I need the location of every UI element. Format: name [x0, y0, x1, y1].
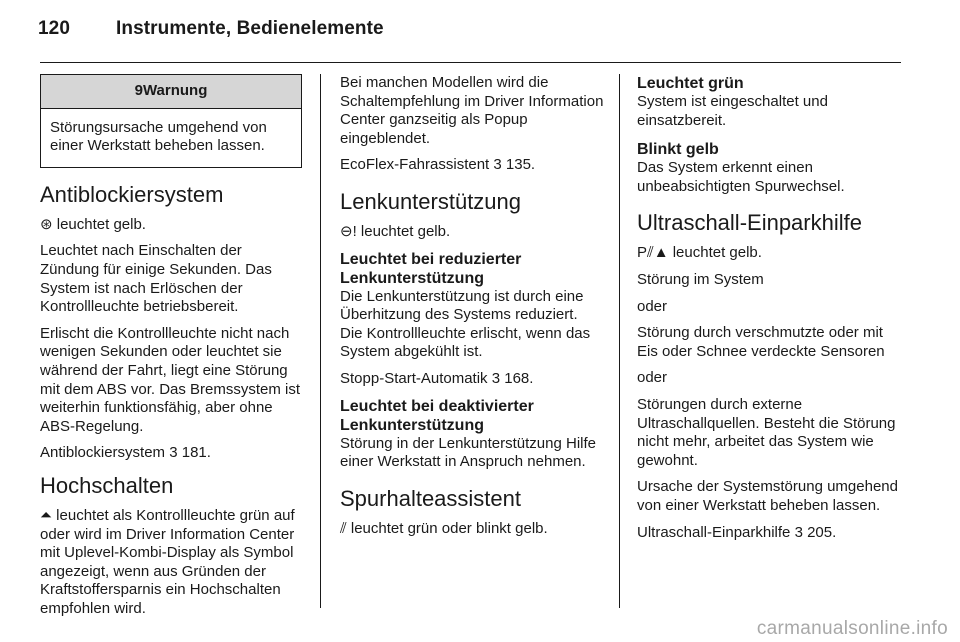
lane-green-text: System ist eingeschaltet und einsatzbereit. [637, 93, 828, 129]
stopstart-ref-page: 168. [500, 369, 534, 387]
page-header [38, 18, 384, 40]
lane-lamp-line [340, 520, 604, 539]
stopstart-reference [340, 370, 604, 389]
upshift-text: leuchtet als Kontrollleuchte grün auf oder wird im Driver Information Center mit Uplevel-Kombi-Display als Symbol angezeigt, wenn aus Gründen der Kraftstoffersparnis ein Hochschalten empfohlen wird. [40, 506, 295, 617]
parking-assist-icon: P⫽▲ [637, 244, 669, 262]
steering-warning-icon: ⊖! [340, 222, 357, 240]
section-heading-parking: Ultraschall-Einparkhilfe [637, 210, 862, 236]
warning-box [40, 74, 302, 168]
ecoflex-reference [340, 156, 604, 175]
ecoflex-ref-text: EcoFlex-Fahrassistent [340, 156, 494, 174]
abs-icon: ⊛ [40, 215, 53, 233]
parking-ref-text: Ultraschall-Einparkhilfe [637, 523, 795, 541]
page-title: Instrumente, Bedienelemente [116, 18, 384, 39]
abs-lamp-line [40, 216, 302, 235]
steering-sub2-text: Störung in der Lenkunterstützung Hilfe einer Werkstatt in Anspruch nehmen. [340, 434, 596, 471]
ref-arrow-icon: 3 [794, 523, 803, 541]
steering-sub1-heading: Leuchtet bei reduzierter Lenkunterstützung [340, 250, 522, 287]
column-divider [619, 74, 620, 608]
parking-paragraph-2: Störung durch verschmutzte oder mit Eis oder Schnee verdeckte Sensoren [637, 324, 885, 360]
steering-sub1-text: Die Lenkunterstützung ist durch eine Überhitzung des Systems reduziert. Die Kontrollleuchte erlischt, wenn das System abgekühlt ist. [340, 287, 591, 361]
ref-arrow-icon: 3 [493, 156, 502, 174]
parking-paragraph-4: Ursache der Systemstörung umgehend von einer Werkstatt beheben lassen. [637, 478, 898, 514]
upshift-paragraph [40, 507, 302, 619]
parking-paragraph-3: Störungen durch externe Ultraschallquellen. Besteht die Störung nicht mehr, arbeitet das System wie gewohnt. [637, 395, 896, 469]
column-1 [40, 74, 302, 626]
parking-or-1: oder [637, 297, 668, 315]
section-heading-lane: Spurhalteassistent [340, 485, 521, 511]
lane-assist-icon: ⫽ [340, 519, 347, 537]
section-heading-upshift: Hochschalten [40, 472, 174, 498]
steering-lamp-text: leuchtet gelb. [356, 222, 451, 240]
parking-ref-page: 205. [802, 523, 837, 541]
section-heading-steering: Lenkunterstützung [340, 188, 522, 214]
shift-popup-paragraph: Bei manchen Modellen wird die Schaltempfehlung im Driver Information Center ganzseitig als Popup eingeblendet. [340, 74, 604, 147]
column-2 [340, 74, 604, 546]
header-rule [40, 62, 901, 63]
warning-text: Störungsursache umgehend von einer Werkstatt beheben lassen. [50, 118, 267, 155]
page-number: 120 [38, 18, 71, 39]
lane-yellow-text: Das System erkennt einen unbeabsichtigten Spurwechsel. [637, 159, 845, 195]
ecoflex-ref-page: 135. [501, 156, 536, 174]
warning-header [41, 75, 301, 109]
column-3 [637, 74, 903, 550]
steering-lamp-line [340, 223, 604, 242]
parking-lamp-text: leuchtet gelb. [668, 244, 762, 262]
steering-sub2-heading: Leuchtet bei deaktivierter Lenkunterstützung [340, 397, 534, 434]
stopstart-ref-text: Stopp-Start-Automatik [340, 369, 492, 387]
abs-lamp-text: leuchtet gelb. [52, 215, 146, 233]
abs-reference [40, 444, 302, 463]
warning-icon: 9 [134, 82, 143, 99]
watermark: carmanualsonline.info [756, 618, 948, 639]
parking-reference [637, 524, 903, 543]
warning-title: Warnung [142, 82, 208, 99]
abs-ref-text: Antiblockiersystem [40, 444, 170, 462]
ref-arrow-icon: 3 [491, 369, 501, 387]
parking-lamp-line [637, 244, 903, 263]
parking-paragraph-1: Störung im System [637, 270, 764, 288]
abs-ref-page: 181. [177, 444, 211, 462]
lane-lamp-text: leuchtet grün oder blinkt gelb. [346, 519, 548, 537]
upshift-icon: ⏶ [40, 506, 53, 524]
abs-paragraph-2: Erlischt die Kontrollleuchte nicht nach wenigen Sekunden oder leuchtet sie während der Fahrt, liegt eine Störung mit dem ABS vor. Das Bremssystem ist weiterhin funktionsfähig, aber ohne ABS-Regelung. [40, 324, 301, 435]
section-heading-abs: Antiblockiersystem [40, 181, 224, 207]
lane-yellow-heading: Blinkt gelb [637, 141, 719, 159]
abs-paragraph-1: Leuchtet nach Einschalten der Zündung für einige Sekunden. Das System ist nach Erlöschen der Kontrollleuchte betriebsbereit. [40, 242, 272, 316]
parking-or-2: oder [637, 369, 668, 387]
lane-green-heading: Leuchtet grün [637, 75, 744, 92]
ref-arrow-icon: 3 [169, 444, 178, 462]
column-divider [320, 74, 321, 608]
